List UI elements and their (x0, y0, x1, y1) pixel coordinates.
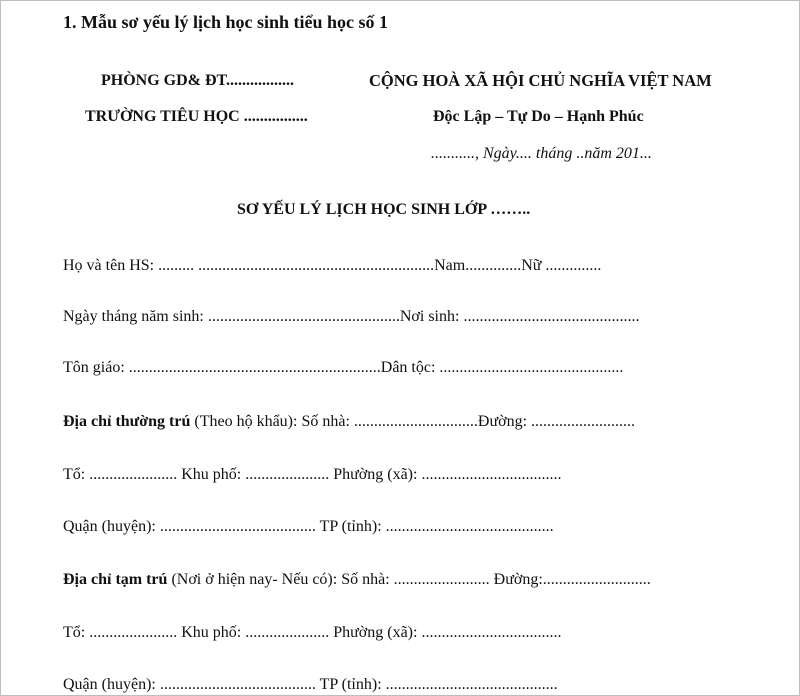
field-ward-2: Tổ: ...................... Khu phố: ..................... Phường (xã): ................................... (63, 624, 562, 641)
field-permanent-address (63, 412, 635, 432)
field-temporary-address (63, 570, 651, 590)
field-birth: Ngày tháng năm sinh: ................................................Nơi sinh: ............................................ (63, 308, 640, 325)
field-ward-1: Tổ: ...................... Khu phố: ..................... Phường (xã): ................................... (63, 466, 562, 483)
field-full-name: Họ và tên HS: ......... ...........................................................Nam..............Nữ .............. (63, 257, 602, 274)
department-line: PHÒNG GD& ĐT................. (101, 72, 295, 89)
field-religion: Tôn giáo: ...............................................................Dân tộc: .............................................. (63, 359, 624, 376)
school-line: TRƯỜNG TIÊU HỌC ................ (85, 108, 308, 125)
field-district-1: Quận (huyện): ....................................... TP (tỉnh): .......................................... (63, 518, 554, 535)
permanent-address-label: Địa chỉ thường trú (63, 413, 191, 430)
republic-title: CỘNG HOÀ XÃ HỘI CHỦ NGHĨA VIỆT NAM (369, 71, 712, 90)
field-district-2: Quận (huyện): ....................................... TP (tỉnh): ........................................... (63, 676, 558, 693)
motto-line: Độc Lập – Tự Do – Hạnh Phúc (433, 108, 644, 125)
form-title: SƠ YẾU LÝ LỊCH HỌC SINH LỚP …….. (237, 201, 531, 218)
permanent-address-rest: (Theo hộ khẩu): Số nhà: ...............................Đường: .......................... (190, 413, 636, 430)
date-line: ..........., Ngày.... tháng ..năm 201... (431, 145, 652, 162)
temporary-address-label: Địa chỉ tạm trú (63, 571, 168, 588)
section-heading: 1. Mẫu sơ yếu lý lịch học sinh tiểu học số 1 (63, 12, 389, 32)
temporary-address-rest: (Nơi ở hiện nay- Nếu có): Số nhà: ........................ Đường:........................... (167, 571, 651, 588)
